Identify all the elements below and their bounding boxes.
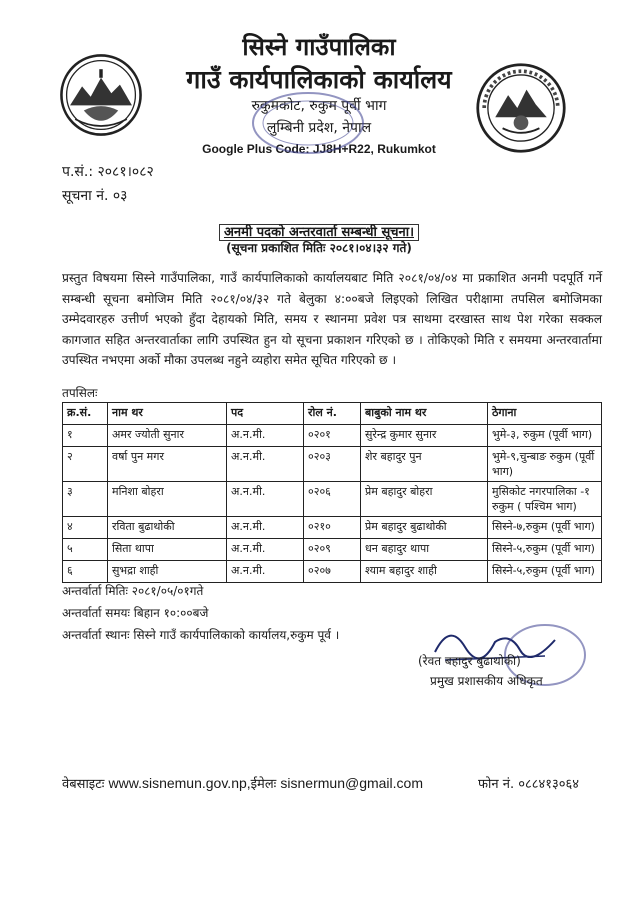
cell-sn: १ — [63, 425, 108, 447]
cell-post: अ.न.मी. — [227, 482, 304, 517]
col-post: पद — [227, 403, 304, 425]
notice-number: सूचना नं. ०३ — [62, 188, 128, 204]
table-row — [63, 517, 602, 539]
cell-roll: ०२०९ — [304, 539, 361, 561]
footer-contact — [62, 774, 423, 792]
email-link[interactable]: sisnermun@gmail.com — [280, 775, 423, 791]
cell-roll: ०२०६ — [304, 482, 361, 517]
cell-address: सिस्ने-७,रुकुम (पूर्वी भाग) — [488, 517, 602, 539]
cell-sn: ५ — [63, 539, 108, 561]
cell-father: शेर बहादुर पुन — [361, 447, 488, 482]
cell-roll: ०२०३ — [304, 447, 361, 482]
cell-name: अमर ज्योती सुनार — [108, 425, 227, 447]
cell-name: मनिशा बोहरा — [108, 482, 227, 517]
office-name: गाउँ कार्यपालिकाको कार्यालय — [186, 65, 452, 94]
cell-name: सिता थापा — [108, 539, 227, 561]
table-row — [63, 425, 602, 447]
notice-subject — [0, 222, 638, 240]
subject-title: अनमी पदको अन्तरवार्ता सम्बन्धी सूचना। — [219, 224, 419, 241]
col-name: नाम थर — [108, 403, 227, 425]
office-stamp-icon — [248, 88, 368, 158]
plus-code: Google Plus Code: JJ8H+R22, Rukumkot — [202, 142, 436, 156]
municipality-name: सिस्ने गाउँपालिका — [242, 33, 396, 61]
interview-time: अन्तर्वार्ता समयः बिहान १०:००बजे — [62, 606, 209, 620]
cell-post: अ.न.मी. — [227, 425, 304, 447]
cell-father: प्रेम बहादुर बुढाथोकी — [361, 517, 488, 539]
cell-roll: ०२१० — [304, 517, 361, 539]
col-father-name: बाबुको नाम थर — [361, 403, 488, 425]
cell-address: भुमे-३, रुकुम (पूर्वी भाग) — [488, 425, 602, 447]
tapasil-label: तपसिलः — [62, 386, 98, 400]
website-link[interactable]: www.sisnemun.gov.np, — [108, 775, 251, 791]
table-row — [63, 447, 602, 482]
cell-father: श्याम बहादुर शाही — [361, 561, 488, 583]
email-label: ईमेलः — [250, 777, 277, 792]
cell-post: अ.न.मी. — [227, 517, 304, 539]
cell-address: सिस्ने-५,रुकुम (पूर्वी भाग) — [488, 539, 602, 561]
website-label: वेबसाइटः — [62, 777, 105, 792]
interview-place: अन्तर्वार्ता स्थानः सिस्ने गाउँ कार्यपालिकाको कार्यालय,रुकुम पूर्व । — [62, 628, 340, 642]
table-row — [63, 539, 602, 561]
notice-published-date: (सूचना प्रकाशित मितिः २०८१।०४।३२ गते) — [226, 241, 412, 255]
signatory-title: प्रमुख प्रशासकीय अधिकृत — [430, 674, 543, 688]
province-country: लुम्बिनी प्रदेश, नेपाल — [266, 120, 372, 136]
cell-father: धन बहादुर थापा — [361, 539, 488, 561]
cell-address: मुसिकोट नगरपालिका -१ रुकुम ( पश्चिम भाग) — [488, 482, 602, 517]
cell-name: रविता बुढाथोकी — [108, 517, 227, 539]
cell-post: अ.न.मी. — [227, 539, 304, 561]
notice-body: प्रस्तुत विषयमा सिस्ने गाउँपालिका, गाउँ कार्यपालिकाको कार्यालयबाट मिति २०८१/०४/०४ मा प्रकाशित अनमी पदपूर्ति गर्ने सम्बन्धी सूचना बमोजिम मिति २०८१/०४/३२ गते बेलुका ४:००बजे लिइएको लिखित परीक्षामा तपसिल बमोजिमका उम्मेदवारहरु उत्तीर्ण भएको हुँदा देहायको मिति, समय र स्थानमा प्रवेश पत्र साथमा दरखास्त साथ पेश गरेका सक्कल कागजात सहित अन्तरवार्ताका लागि उपस्थित हुन यो सूचना प्रकाशन गरिएको छ । तोकिएको मिति र समयमा अन्तरवार्तामा उपस्थित नभएमा अर्को मौका उपलब्ध नहुने व्यहोरा समेत सूचित गरिएको छ । — [62, 271, 602, 367]
cell-post: अ.न.मी. — [227, 561, 304, 583]
cell-name: वर्षा पुन मगर — [108, 447, 227, 482]
reference-number: प.सं.: २०८१।०८२ — [62, 164, 154, 180]
cell-sn: ३ — [63, 482, 108, 517]
cell-roll: ०२०७ — [304, 561, 361, 583]
cell-father: प्रेम बहादुर बोहरा — [361, 482, 488, 517]
table-row — [63, 561, 602, 583]
signatory-name: (रेवत बहादुर बुढाथोकी) — [418, 654, 521, 668]
col-roll: रोल नं. — [304, 403, 361, 425]
cell-address: भुमे-९,चुन्बाङ रुकुम (पूर्वी भाग) — [488, 447, 602, 482]
candidates-table — [62, 402, 602, 583]
col-sn: क्र.सं. — [63, 403, 108, 425]
cell-father: सुरेन्द्र कुमार सुनार — [361, 425, 488, 447]
phone-number: फोन नं. ०८८४१३०६४ — [478, 777, 580, 792]
cell-post: अ.न.मी. — [227, 447, 304, 482]
office-address: रुकुमकोट, रुकुम पूर्वी भाग — [251, 98, 387, 114]
interview-date: अन्तर्वार्ता मितिः २०८१/०५/०१गते — [62, 584, 204, 598]
cell-sn: २ — [63, 447, 108, 482]
cell-sn: ४ — [63, 517, 108, 539]
col-address: ठेगाना — [488, 403, 602, 425]
cell-roll: ०२०१ — [304, 425, 361, 447]
table-row — [63, 482, 602, 517]
cell-sn: ६ — [63, 561, 108, 583]
table-header-row — [63, 403, 602, 425]
cell-address: सिस्ने-५,रुकुम (पूर्वी भाग) — [488, 561, 602, 583]
cell-name: सुभद्रा शाही — [108, 561, 227, 583]
